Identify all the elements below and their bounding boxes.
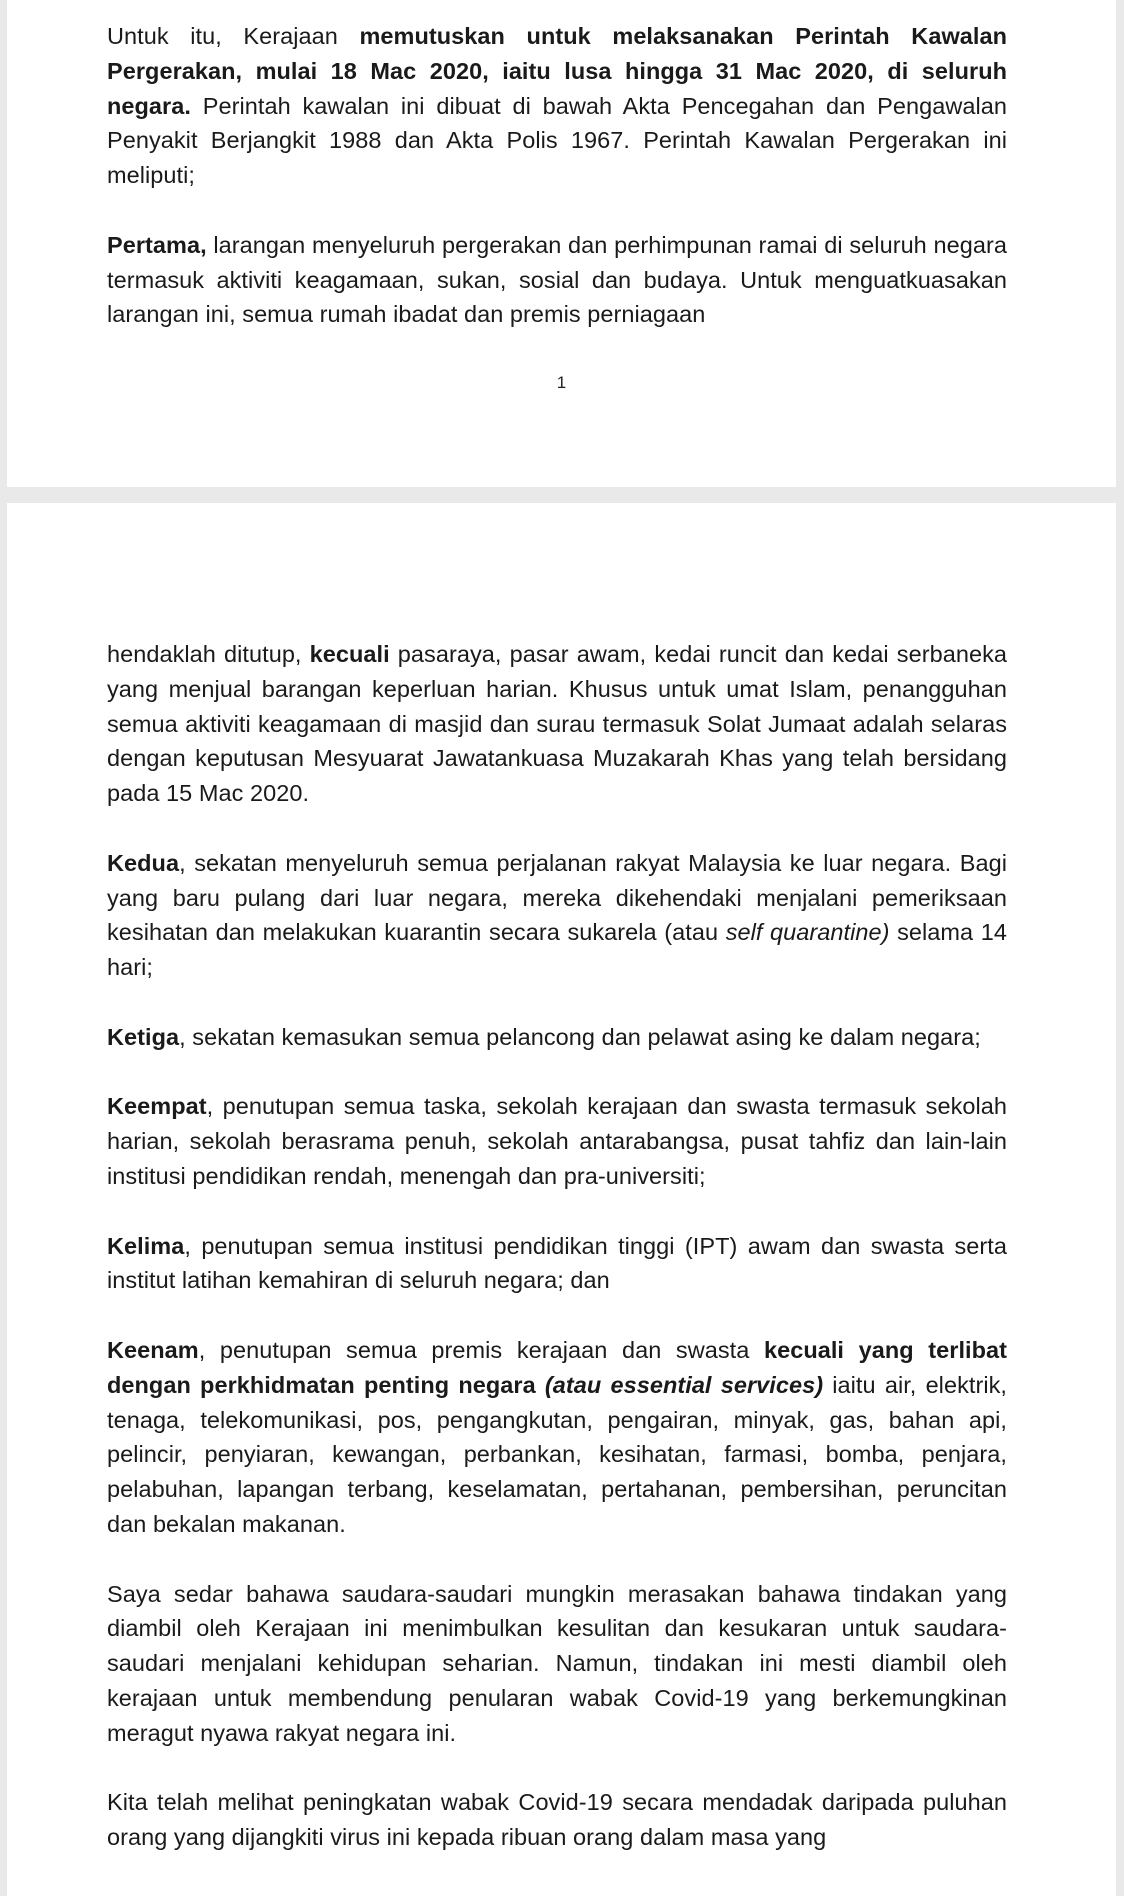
bold-text: memutuskan untuk melaksanakan Perintah Kawalan Pergerakan, mulai 18 Mac 2020, iaitu lusa hingga 31 Mac 2020, di seluruh negara. [107, 23, 1007, 119]
paragraph [107, 228, 1007, 332]
page1-body [107, 19, 1007, 332]
text-run: , sekatan kemasukan semua pelancong dan pelawat asing ke dalam negara; [179, 1023, 981, 1050]
bold-text: (atau essential services) [544, 1371, 824, 1398]
paragraph [107, 1089, 1007, 1193]
paragraph [107, 846, 1007, 985]
text-run: pasaraya, pasar awam, kedai runcit dan kedai serbaneka yang menjual barangan keperluan harian. Khusus untuk umat Islam, penangguhan semua aktiviti keagamaan di masjid dan surau termasuk Solat Jumaat adalah selaras dengan keputusan Mesyuarat Jawatankuasa Muzakarah Khas yang telah bersidang pada 15 Mac 2020. [107, 641, 1007, 807]
bold-text: Kelima [107, 1232, 185, 1259]
document-page-2 [7, 503, 1116, 1896]
paragraph [107, 19, 1007, 193]
document-page-1 [7, 0, 1116, 487]
bold-text: kecuali yang terlibat dengan perkhidmatan penting negara [107, 1336, 1007, 1398]
text-run: iaitu air, elektrik, tenaga, telekomunikasi, pos, pengangkutan, pengairan, minyak, gas, bahan api, pelincir, penyiaran, kewangan, perbankan, kesihatan, farmasi, bomba, penjara, pelabuhan, lapangan terbang, keselamatan, pertahanan, pembersihan, peruncitan dan bekalan makanan. [107, 1371, 1007, 1537]
page2-body [107, 637, 1007, 1855]
bold-text: Keenam [107, 1336, 199, 1363]
text-run: Kita telah melihat peningkatan wabak Covid-19 secara mendadak daripada puluhan orang yang dijangkiti virus ini kepada ribuan orang dalam masa yang [107, 1789, 1007, 1851]
paragraph [107, 1577, 1007, 1751]
paragraph [107, 637, 1007, 811]
text-run: larangan menyeluruh pergerakan dan perhimpunan ramai di seluruh negara termasuk aktiviti keagamaan, sukan, sosial dan budaya. Untuk menguatkuasakan larangan ini, semua rumah ibadat dan premis perniagaan [107, 231, 1007, 328]
paragraph [107, 1333, 1007, 1542]
bold-text: Ketiga [107, 1023, 180, 1050]
text-run: Untuk itu, Kerajaan [107, 23, 360, 49]
paragraph [107, 1785, 1007, 1855]
text-run: , penutupan semua premis kerajaan dan swasta [198, 1336, 764, 1363]
text-run: hendaklah ditutup, [107, 641, 310, 667]
bold-text: kecuali [309, 641, 390, 667]
text-run: selama 14 hari; [107, 919, 1007, 981]
italic-text: self quarantine) [725, 919, 890, 946]
bold-text: Keempat [107, 1093, 207, 1120]
paragraph [107, 1020, 1007, 1055]
paragraph [107, 1229, 1007, 1299]
text-run: , penutupan semua institusi pendidikan tinggi (IPT) awam dan swasta serta institut latihan kemahiran di seluruh negara; dan [107, 1232, 1007, 1294]
text-run: , penutupan semua taska, sekolah kerajaan dan swasta termasuk sekolah harian, sekolah berasrama penuh, sekolah antarabangsa, pusat tahfiz dan lain-lain institusi pendidikan rendah, menengah dan pra-universiti; [107, 1093, 1007, 1189]
page-number: 1 [556, 373, 567, 392]
text-run: , sekatan menyeluruh semua perjalanan rakyat Malaysia ke luar negara. Bagi yang baru pulang dari luar negara, mereka dikehendaki menjalani pemeriksaan kesihatan dan melakukan kuarantin secara sukarela (atau [107, 849, 1007, 946]
bold-text: Pertama, [107, 231, 207, 258]
text-run: Saya sedar bahawa saudara-saudari mungkin merasakan bahawa tindakan yang diambil oleh Kerajaan ini menimbulkan kesulitan dan kesukaran untuk saudara-saudari menjalani kehidupan seharian. Namun, tindakan ini mesti diambil oleh kerajaan untuk membendung penularan wabak Covid-19 yang berkemungkinan meragut nyawa rakyat negara ini. [107, 1580, 1007, 1746]
text-run: Perintah kawalan ini dibuat di bawah Akta Pencegahan dan Pengawalan Penyakit Berjangkit 1988 dan Akta Polis 1967. Perintah Kawalan Pergerakan ini meliputi; [107, 92, 1007, 189]
bold-text: Kedua [107, 849, 180, 876]
